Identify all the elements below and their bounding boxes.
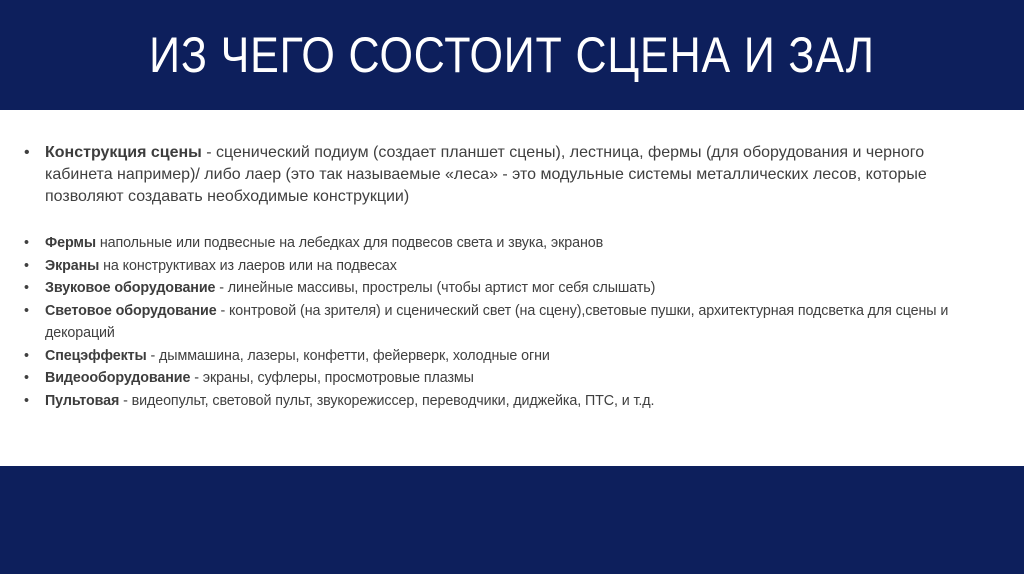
list-item-stage-construction	[24, 142, 984, 208]
bullet-icon: •	[24, 235, 29, 251]
list-item-lighting-equipment	[24, 300, 984, 345]
list-item-special-effects	[24, 345, 984, 368]
item-text: - экраны, суфлеры, просмотровые плазмы	[190, 370, 474, 386]
item-text: - дыммашина, лазеры, конфетти, фейерверк, холодные огни	[146, 347, 550, 364]
equipment-list	[24, 232, 984, 412]
item-term: Фермы	[45, 235, 96, 251]
bullet-icon: •	[24, 347, 29, 364]
item-term: Пультовая	[45, 392, 120, 409]
item-term: Конструкция сцены	[45, 144, 202, 161]
item-term: Видеооборудование	[45, 370, 191, 386]
list-item-trusses	[24, 232, 984, 255]
bullet-icon: •	[24, 392, 29, 409]
list-item-video-equipment	[24, 367, 984, 390]
item-text: на конструктивах из лаеров или на подвесах	[99, 257, 397, 274]
item-term: Световое оборудование	[45, 302, 217, 319]
footer-band	[0, 466, 1024, 574]
lead-list	[24, 142, 984, 208]
bullet-icon: •	[24, 302, 29, 319]
item-text: - контровой (на зрителя) и сценический свет (на сцену),световые пушки, архитектурная подсветка для сцены и декораций	[45, 302, 949, 341]
slide-title: ИЗ ЧЕГО СОСТОИТ СЦЕНА И ЗАЛ	[149, 27, 875, 83]
slide-content	[24, 142, 984, 412]
bullet-icon: •	[24, 144, 30, 161]
bullet-icon: •	[24, 280, 29, 296]
item-text: - линейные массивы, прострелы (чтобы артист мог себя слышать)	[215, 280, 656, 296]
bullet-icon: •	[24, 370, 29, 386]
bullet-icon: •	[24, 257, 29, 274]
item-text: - сценический подиум (создает планшет сцены), лестница, фермы (для оборудования и черного кабинета например)/ либо лаер (это так называемые «леса» - это модульные системы металлических лесов, которые позволяют создавать необходимые конструкции)	[45, 144, 927, 205]
list-item-control-room	[24, 390, 984, 413]
item-text: напольные или подвесные на лебедках для подвесов света и звука, экранов	[95, 235, 604, 251]
list-item-screens	[24, 255, 984, 278]
item-term: Звуковое оборудование	[45, 280, 216, 296]
item-term: Спецэффекты	[45, 347, 147, 364]
item-term: Экраны	[45, 257, 100, 274]
item-text: - видеопульт, световой пульт, звукорежиссер, переводчики, диджейка, ПТС, и т.д.	[119, 392, 655, 409]
list-item-sound-equipment	[24, 277, 984, 300]
